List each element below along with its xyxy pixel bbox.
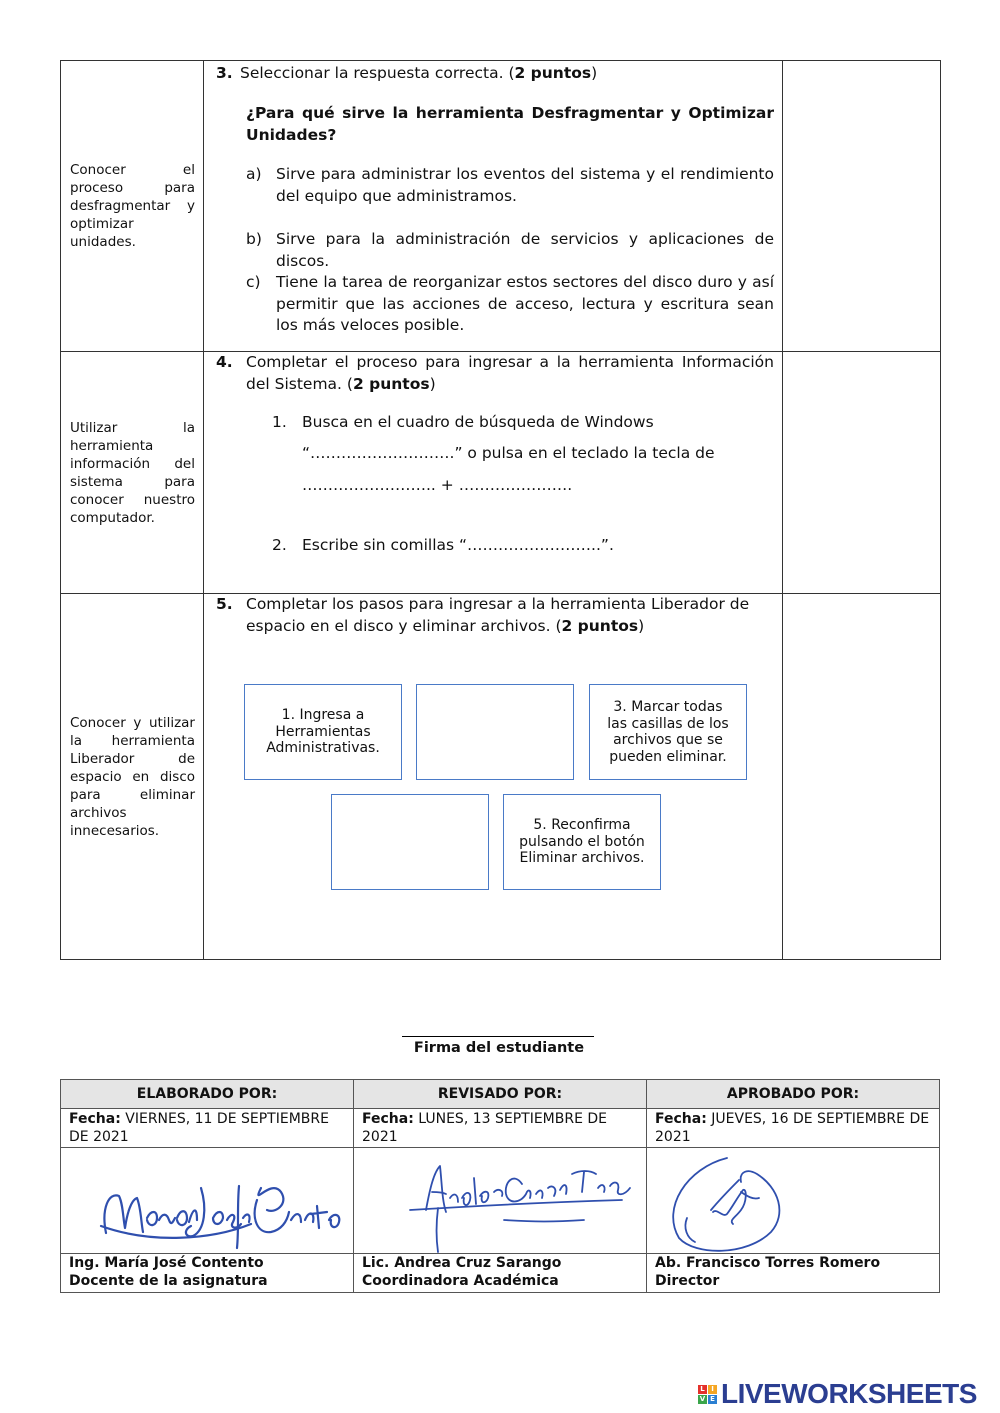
- approvals-header-row: [61, 1080, 940, 1109]
- objective-cell: [61, 352, 204, 594]
- question-header: 3. Seleccionar la respuesta correcta. (2 puntos): [216, 64, 598, 82]
- signature-cell-aprobado: [647, 1148, 940, 1254]
- fill-in-search-term[interactable]: “……………………….” o pulsa en el teclado la tecla de: [302, 444, 715, 462]
- signature-cell-elaborado: [61, 1148, 354, 1254]
- step-1-number: 1.: [272, 413, 287, 431]
- question-prompt: ¿Para qué sirve la herramienta Desfragmentar y Optimizar Unidades?: [246, 104, 774, 144]
- step-box-1: 1. Ingresa a Herramientas Administrativas.: [244, 684, 402, 780]
- header-aprobado: APROBADO POR:: [647, 1080, 940, 1109]
- question-cell: [204, 352, 783, 594]
- approver-aprobado: Ab. Francisco Torres Romero Director: [647, 1254, 940, 1293]
- header-elaborado: ELABORADO POR:: [61, 1080, 354, 1109]
- objective-cell: [61, 61, 204, 352]
- question-header: 4. Completar el proceso para ingresar a la herramienta Información del Sistema. (2 puntos): [216, 353, 774, 393]
- logo-icon: L I V E: [698, 1385, 717, 1404]
- approver-revisado: Lic. Andrea Cruz Sarango Coordinadora Académica: [354, 1254, 647, 1293]
- approvals-name-row: [61, 1254, 940, 1293]
- logo-text: LIVEWORKSHEETS: [721, 1378, 977, 1409]
- option-a[interactable]: a) Sirve para administrar los eventos del sistema y el rendimiento del equipo que administramos.: [246, 165, 774, 205]
- signature-cell-revisado: [354, 1148, 647, 1254]
- fill-in-command[interactable]: Escribe sin comillas “……………………..”.: [302, 536, 614, 554]
- signature-maria-jose-contento: [61, 1148, 354, 1253]
- header-revisado: REVISADO POR:: [354, 1080, 647, 1109]
- signature-andrea-cruz: [354, 1148, 647, 1253]
- step-1-line-1: Busca en el cuadro de búsqueda de Windows: [302, 413, 654, 431]
- objective-text: Conocer y utilizar la herramienta Liberador de espacio en disco para eliminar archivos innecesarios.: [70, 714, 195, 839]
- objective-text: Conocer el proceso para desfragmentar y optimizar unidades.: [70, 162, 195, 250]
- question-row-4: [61, 352, 941, 594]
- questions-table: [60, 60, 941, 960]
- date-aprobado: Fecha: JUEVES, 16 DE SEPTIEMBRE DE 2021: [647, 1109, 940, 1148]
- question-row-5: [61, 594, 941, 960]
- question-row-3: [61, 61, 941, 352]
- date-revisado: Fecha: LUNES, 13 SEPTIEMBRE DE 2021: [354, 1109, 647, 1148]
- option-b[interactable]: b) Sirve para la administración de servicios y aplicaciones de discos.: [246, 230, 774, 270]
- fill-in-keyboard-shortcut[interactable]: …………………….. + ………………….: [302, 476, 573, 494]
- student-signature-label: Firma del estudiante: [413, 1040, 585, 1056]
- approver-elaborado: Ing. María José Contento Docente de la asignatura: [61, 1254, 354, 1293]
- step-2-number: 2.: [272, 536, 287, 554]
- objective-cell: [61, 594, 204, 960]
- step-box-3: 3. Marcar todas las casillas de los archivos que se pueden eliminar.: [589, 684, 747, 780]
- option-c[interactable]: c) Tiene la tarea de reorganizar estos sectores del disco duro y así permitir que las acciones de acceso, lectura y escritura sean los más veloces posible.: [246, 273, 774, 334]
- step-box-5: 5. Reconfirma pulsando el botón Eliminar archivos.: [503, 794, 661, 890]
- question-cell: [204, 594, 783, 960]
- signature-francisco-torres: [647, 1148, 940, 1253]
- approvals-table: [60, 1079, 940, 1293]
- question-header: 5. Completar los pasos para ingresar a la herramienta Liberador de espacio en el disco y eliminar archivos. (2 puntos): [216, 595, 750, 635]
- score-cell: [783, 352, 941, 594]
- student-signature-line: [402, 1036, 594, 1037]
- approvals-date-row: [61, 1109, 940, 1148]
- question-cell: [204, 61, 783, 352]
- step-box-2-blank[interactable]: [416, 684, 574, 780]
- approvals-signature-row: [61, 1148, 940, 1254]
- step-box-4-blank[interactable]: [331, 794, 489, 890]
- score-cell: [783, 594, 941, 960]
- date-elaborado: Fecha: VIERNES, 11 DE SEPTIEMBRE DE 2021: [61, 1109, 354, 1148]
- objective-text: Utilizar la herramienta información del sistema para conocer nuestro computador.: [70, 419, 195, 526]
- liveworksheets-logo[interactable]: [698, 1378, 977, 1410]
- score-cell: [783, 61, 941, 352]
